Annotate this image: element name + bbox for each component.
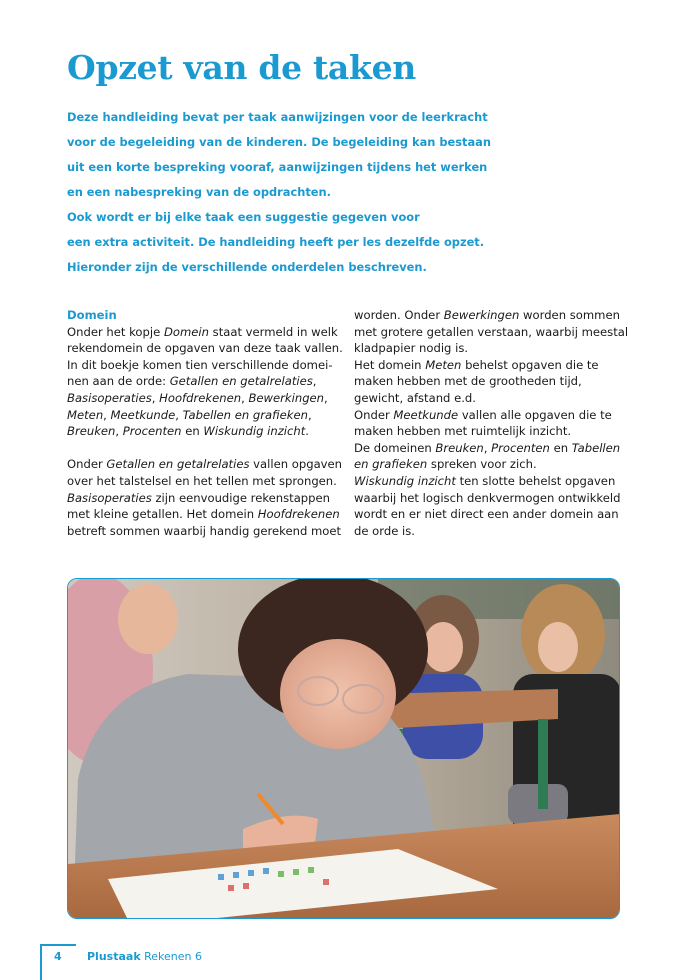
text-line bbox=[354, 456, 626, 473]
intro-line: en een nabespreking van de opdrachten. bbox=[67, 185, 331, 199]
text-span: maken hebben met de grootheden tijd, bbox=[354, 374, 582, 389]
italic-term: Bewerkingen bbox=[248, 390, 325, 405]
italic-term: Meten bbox=[67, 407, 104, 422]
text-span: De domeinen bbox=[354, 440, 436, 455]
text-span: Het domein bbox=[354, 357, 426, 372]
text-column-right bbox=[354, 307, 629, 539]
text-span: , bbox=[307, 407, 312, 422]
text-span: , bbox=[115, 424, 123, 439]
page-number: 4 bbox=[54, 950, 62, 963]
text-span: betreft sommen waarbij handig gerekend moet bbox=[67, 523, 342, 538]
classroom-photo bbox=[67, 578, 620, 919]
text-span: , bbox=[241, 390, 249, 405]
text-span: behelst opgaven die te bbox=[461, 357, 599, 372]
text-span: , bbox=[103, 407, 111, 422]
italic-term: Procenten bbox=[491, 440, 550, 455]
text-line bbox=[354, 490, 626, 507]
italic-term: Tabellen en grafieken bbox=[182, 407, 308, 422]
text-line bbox=[354, 307, 626, 324]
italic-term: Breuken bbox=[435, 440, 484, 455]
text-span: rekendomein de opgaven van deze taak vallen. bbox=[67, 341, 343, 356]
italic-term: en grafieken bbox=[354, 457, 428, 472]
section-heading-domein: Domein bbox=[67, 308, 117, 322]
italic-term: Basisoperaties bbox=[67, 390, 152, 405]
text-span: , bbox=[175, 407, 183, 422]
text-line bbox=[67, 324, 339, 341]
text-line bbox=[67, 490, 339, 507]
text-span: , bbox=[312, 374, 317, 389]
text-line bbox=[354, 390, 626, 407]
text-span: . bbox=[305, 424, 309, 439]
italic-term: Tabellen bbox=[571, 440, 621, 455]
italic-term: Wiskundig inzicht bbox=[203, 424, 306, 439]
italic-term: Domein bbox=[163, 324, 209, 339]
text-span: gewicht, afstand e.d. bbox=[354, 390, 476, 405]
text-line bbox=[67, 423, 339, 440]
italic-term: Hoofdrekenen bbox=[257, 507, 340, 522]
footer-brand: Plustaak bbox=[87, 950, 141, 963]
text-span: worden. Onder bbox=[354, 308, 444, 322]
text-span: , bbox=[151, 390, 160, 405]
text-span: de orde is. bbox=[354, 523, 415, 538]
intro-line: uit een korte bespreking vooraf, aanwijzingen tijdens het werken bbox=[67, 160, 488, 174]
text-line bbox=[354, 440, 626, 457]
italic-term: Meetkunde bbox=[110, 407, 176, 422]
text-span: In dit boekje komen tien verschillende domei- bbox=[67, 357, 333, 372]
text-span: nen aan de orde: bbox=[67, 374, 170, 389]
text-span: ten slotte behelst opgaven bbox=[455, 473, 616, 488]
text-span: kladpapier nodig is. bbox=[354, 341, 469, 356]
intro-line: Deze handleiding bevat per taak aanwijzingen voor de leerkracht bbox=[67, 110, 488, 124]
intro-line: voor de begeleiding van de kinderen. De begeleiding kan bestaan bbox=[67, 135, 491, 149]
text-span: over het talstelsel en het tellen met sprongen. bbox=[67, 473, 337, 488]
italic-term: Meetkunde bbox=[393, 407, 459, 422]
text-span: en bbox=[181, 424, 204, 439]
text-span: en bbox=[549, 440, 572, 455]
italic-term: Getallen en getalrelaties bbox=[106, 457, 250, 472]
text-span: met kleine getallen. Het domein bbox=[67, 507, 258, 522]
text-span: zijn eenvoudige rekenstappen bbox=[151, 490, 331, 505]
text-span: worden sommen bbox=[519, 308, 620, 322]
text-span: vallen opgaven bbox=[249, 457, 343, 472]
intro-paragraph bbox=[67, 107, 627, 282]
text-line bbox=[67, 390, 339, 407]
text-line bbox=[354, 506, 626, 523]
text-line bbox=[354, 407, 626, 424]
italic-term: Meten bbox=[425, 357, 462, 372]
italic-term: Bewerkingen bbox=[443, 308, 520, 322]
text-line bbox=[67, 340, 343, 357]
text-line bbox=[354, 340, 626, 357]
italic-term: Hoofdrekenen bbox=[159, 390, 242, 405]
text-span: Onder het kopje bbox=[67, 324, 164, 339]
text-line bbox=[354, 357, 626, 374]
text-span: wordt en er niet direct een ander domein aan bbox=[354, 507, 619, 522]
text-span: waarbij het logisch denkvermogen ontwikkeld bbox=[354, 490, 621, 505]
italic-term: Wiskundig inzicht bbox=[354, 473, 456, 488]
text-span: staat vermeld in welk bbox=[208, 324, 338, 339]
text-span: spreken voor zich. bbox=[427, 457, 537, 472]
text-line bbox=[67, 523, 342, 540]
text-line bbox=[354, 324, 629, 341]
text-span: Onder bbox=[354, 407, 394, 422]
italic-term: Procenten bbox=[122, 424, 182, 439]
text-line bbox=[354, 473, 626, 490]
italic-term: Breuken bbox=[67, 424, 116, 439]
intro-line: Ook wordt er bij elke taak een suggestie gegeven voor bbox=[67, 210, 420, 224]
footer-label bbox=[87, 950, 202, 963]
text-span: Onder bbox=[67, 457, 107, 472]
text-line bbox=[67, 357, 339, 374]
intro-line: een extra activiteit. De handleiding heeft per les dezelfde opzet. bbox=[67, 235, 485, 249]
page-title: Opzet van de taken bbox=[67, 48, 416, 87]
intro-line: Hieronder zijn de verschillende onderdelen beschreven. bbox=[67, 260, 427, 274]
footer-subtitle: Rekenen 6 bbox=[144, 950, 203, 963]
italic-term: Getallen en getalrelaties bbox=[169, 374, 313, 389]
italic-term: Basisoperaties bbox=[67, 490, 152, 505]
text-line bbox=[67, 373, 339, 390]
text-column-left bbox=[67, 307, 343, 539]
text-line bbox=[67, 407, 339, 424]
text-line bbox=[67, 506, 339, 523]
text-span: , bbox=[483, 440, 492, 455]
text-line bbox=[354, 523, 626, 540]
text-line bbox=[67, 473, 339, 490]
text-span: , bbox=[324, 390, 328, 405]
text-line bbox=[67, 456, 343, 473]
text-line bbox=[354, 423, 626, 440]
text-line bbox=[354, 373, 626, 390]
text-span: vallen alle opgaven die te bbox=[458, 407, 612, 422]
text-span: maken hebben met ruimtelijk inzicht. bbox=[354, 424, 572, 439]
text-span: met grotere getallen verstaan, waarbij meestal bbox=[354, 324, 629, 339]
